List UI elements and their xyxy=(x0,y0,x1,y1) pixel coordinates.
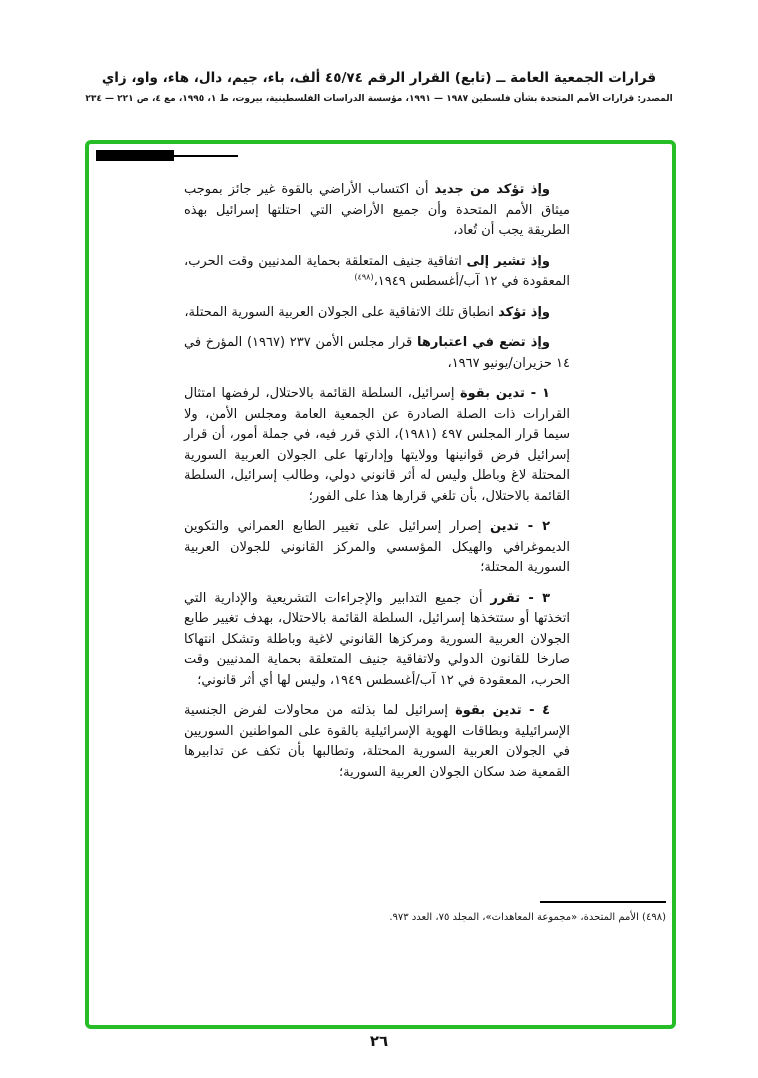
document-header xyxy=(0,70,758,104)
paragraph-lead: ١ - تدين بقوة xyxy=(459,386,550,401)
footnote-block xyxy=(389,901,666,923)
paragraph-body: إسرائيل لما بذلته من محاولات لفرض الجنسية الإسرائيلية وبطاقات الهوية الإسرائيلية بالقوة على المواطنين السوريين في الجولان العربية السورية المحتلة، وتطالبها بأن تكف عن تدابيرها القمعية ضد سكان الجولان العربية السورية؛ xyxy=(184,703,570,780)
paragraph-body: اتفاقية جنيف المتعلقة بحماية المدنيين وقت الحرب، المعقودة في ١٢ آب/أغسطس ١٩٤٩، xyxy=(184,253,570,289)
paragraph xyxy=(184,701,570,783)
paragraph-lead: وإذ تشير إلى xyxy=(466,253,550,269)
paragraph-lead: وإذ تؤكد xyxy=(498,304,550,320)
paragraph-body: انطباق تلك الاتفاقية على الجولان العربية السورية المحتلة، xyxy=(184,304,495,320)
resolution-text xyxy=(184,180,570,793)
paragraph-lead: ٢ - تدين xyxy=(489,519,550,534)
source-line: المصدر: قرارات الأمم المتحدة بشأن فلسطين ١٩٨٧ — ١٩٩١، مؤسسة الدراسات الفلسطينية، بيروت، ط ١، ١٩٩٥، مع ٤، ص ٢٢١ — ٢٣٤ xyxy=(85,94,673,104)
blackout-tail xyxy=(174,155,238,157)
paragraph xyxy=(184,180,570,242)
footnote-text: (٤٩٨) الأمم المتحدة، «مجموعة المعاهدات»، المجلد ٧٥، العدد ٩٧٣. xyxy=(389,912,666,923)
paragraph xyxy=(184,252,570,293)
paragraph xyxy=(184,384,570,507)
paragraph xyxy=(184,303,570,324)
blackout-mark xyxy=(96,150,238,161)
page-number: ٢٦ xyxy=(369,1032,389,1050)
paragraph-body: إسرائيل، السلطة القائمة بالاحتلال، لرفضها امتثال القرارات ذات الصلة الصادرة عن الجمعية العامة ومجلس الأمن، ولا سيما قرار المجلس ٤٩٧ (١٩٨١)، الذي قرر فيه، في جملة أمور، أن قرار إسرائيل فرض قوانينها وولايتها وإدارتها على الجولان العربية السورية المحتلة لاغ وباطل وليس له أثر قانوني دولي، وطالب إسرائيل، السلطة القائمة بالاحتلال، بأن تلغي قرارها هذا على الفور؛ xyxy=(184,386,570,504)
paragraph-lead: ٤ - تدين بقوة xyxy=(455,703,550,718)
document-title: قرارات الجمعية العامة ــ (تابع) القرار الرقم ٤٥/٧٤ ألف، باء، جيم، دال، هاء، واو، زاي xyxy=(101,70,657,86)
paragraph-lead: وإذ تضع في اعتبارها xyxy=(416,335,550,350)
paragraph-lead: ٣ - تقرر xyxy=(490,590,550,606)
footnote-ref: (٤٩٨) xyxy=(354,272,374,282)
blackout-bar xyxy=(96,150,174,161)
paragraph xyxy=(184,333,570,374)
paragraph-body: أن اكتساب الأراضي بالقوة غير جائز بموجب ميثاق الأمم المتحدة وأن جميع الأراضي التي احتلتها إسرائيل بهذه الطريقة يجب أن تُعاد، xyxy=(184,182,570,238)
paragraph-body: إصرار إسرائيل على تغيير الطابع العمراني والتكوين الديموغرافي والهيكل المؤسسي والمركز القانوني للجولان العربية السورية المحتلة؛ xyxy=(184,519,570,575)
paragraph-lead: وإذ تؤكد من جديد xyxy=(434,182,550,197)
paragraph xyxy=(184,589,570,692)
paragraph xyxy=(184,517,570,579)
footnote-separator xyxy=(540,901,666,903)
paragraph-body: أن جميع التدابير والإجراءات التشريعية والإدارية التي اتخذتها أو ستتخذها إسرائيل، السلطة القائمة بالاحتلال، بهدف تغيير طابع الجولان العربية السورية ومركزها القانوني لاغية وباطلة وتشكل انتهاكا صارخا للقانون الدولي ولاتفاقية جنيف المتعلقة بحماية المدنيين وقت الحرب، المعقودة في ١٢ آب/أغسطس ١٩٤٩، وليس لها أي أثر قانوني؛ xyxy=(184,590,570,688)
green-frame xyxy=(85,140,676,1029)
paragraph-body: قرار مجلس الأمن ٢٣٧ (١٩٦٧) المؤرخ في ١٤ حزيران/يونيو ١٩٦٧، xyxy=(184,335,570,371)
